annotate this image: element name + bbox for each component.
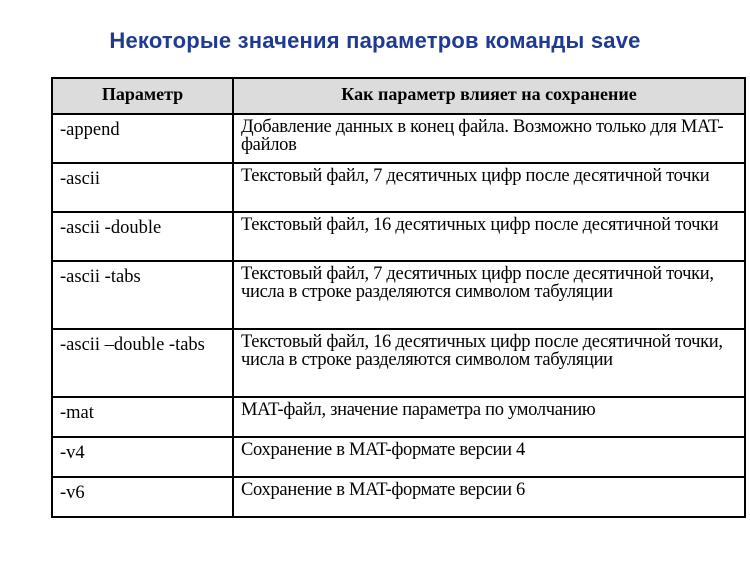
param-cell: -append [52,114,233,163]
parameters-table-container [51,77,750,518]
parameters-table [51,77,746,518]
table-row [52,329,745,397]
desc-cell: Текстовый файл, 16 десятичных цифр после десятичной точки [233,212,745,261]
page-title [0,28,750,54]
param-cell: -ascii –double -tabs [52,329,233,397]
desc-cell: Текстовый файл, 7 десятичных цифр после десятичной точки [233,163,745,212]
title-command: save [590,28,641,53]
table-row [52,437,745,477]
param-cell: -ascii -double [52,212,233,261]
table-row [52,477,745,517]
table-row [52,163,745,212]
table-header-row [52,78,745,114]
desc-cell: Сохранение в MAT-формате версии 4 [233,437,745,477]
desc-cell: Добавление данных в конец файла. Возможно только для MAT-файлов [233,114,745,163]
desc-cell: Сохранение в MAT-формате версии 6 [233,477,745,517]
desc-cell: Текстовый файл, 7 десятичных цифр после десятичной точки, числа в строке разделяются символом табуляции [233,261,745,329]
header-effect: Как параметр влияет на сохранение [233,78,745,114]
title-text: Некоторые значения параметров команды [109,28,591,53]
table-row [52,212,745,261]
table-row [52,114,745,163]
header-parameter: Параметр [52,78,233,114]
param-cell: -v4 [52,437,233,477]
param-cell: -mat [52,397,233,437]
table-row [52,397,745,437]
param-cell: -ascii -tabs [52,261,233,329]
param-cell: -ascii [52,163,233,212]
desc-cell: Текстовый файл, 16 десятичных цифр после десятичной точки, числа в строке разделяются символом табуляции [233,329,745,397]
table-row [52,261,745,329]
desc-cell: MAT-файл, значение параметра по умолчанию [233,397,745,437]
param-cell: -v6 [52,477,233,517]
